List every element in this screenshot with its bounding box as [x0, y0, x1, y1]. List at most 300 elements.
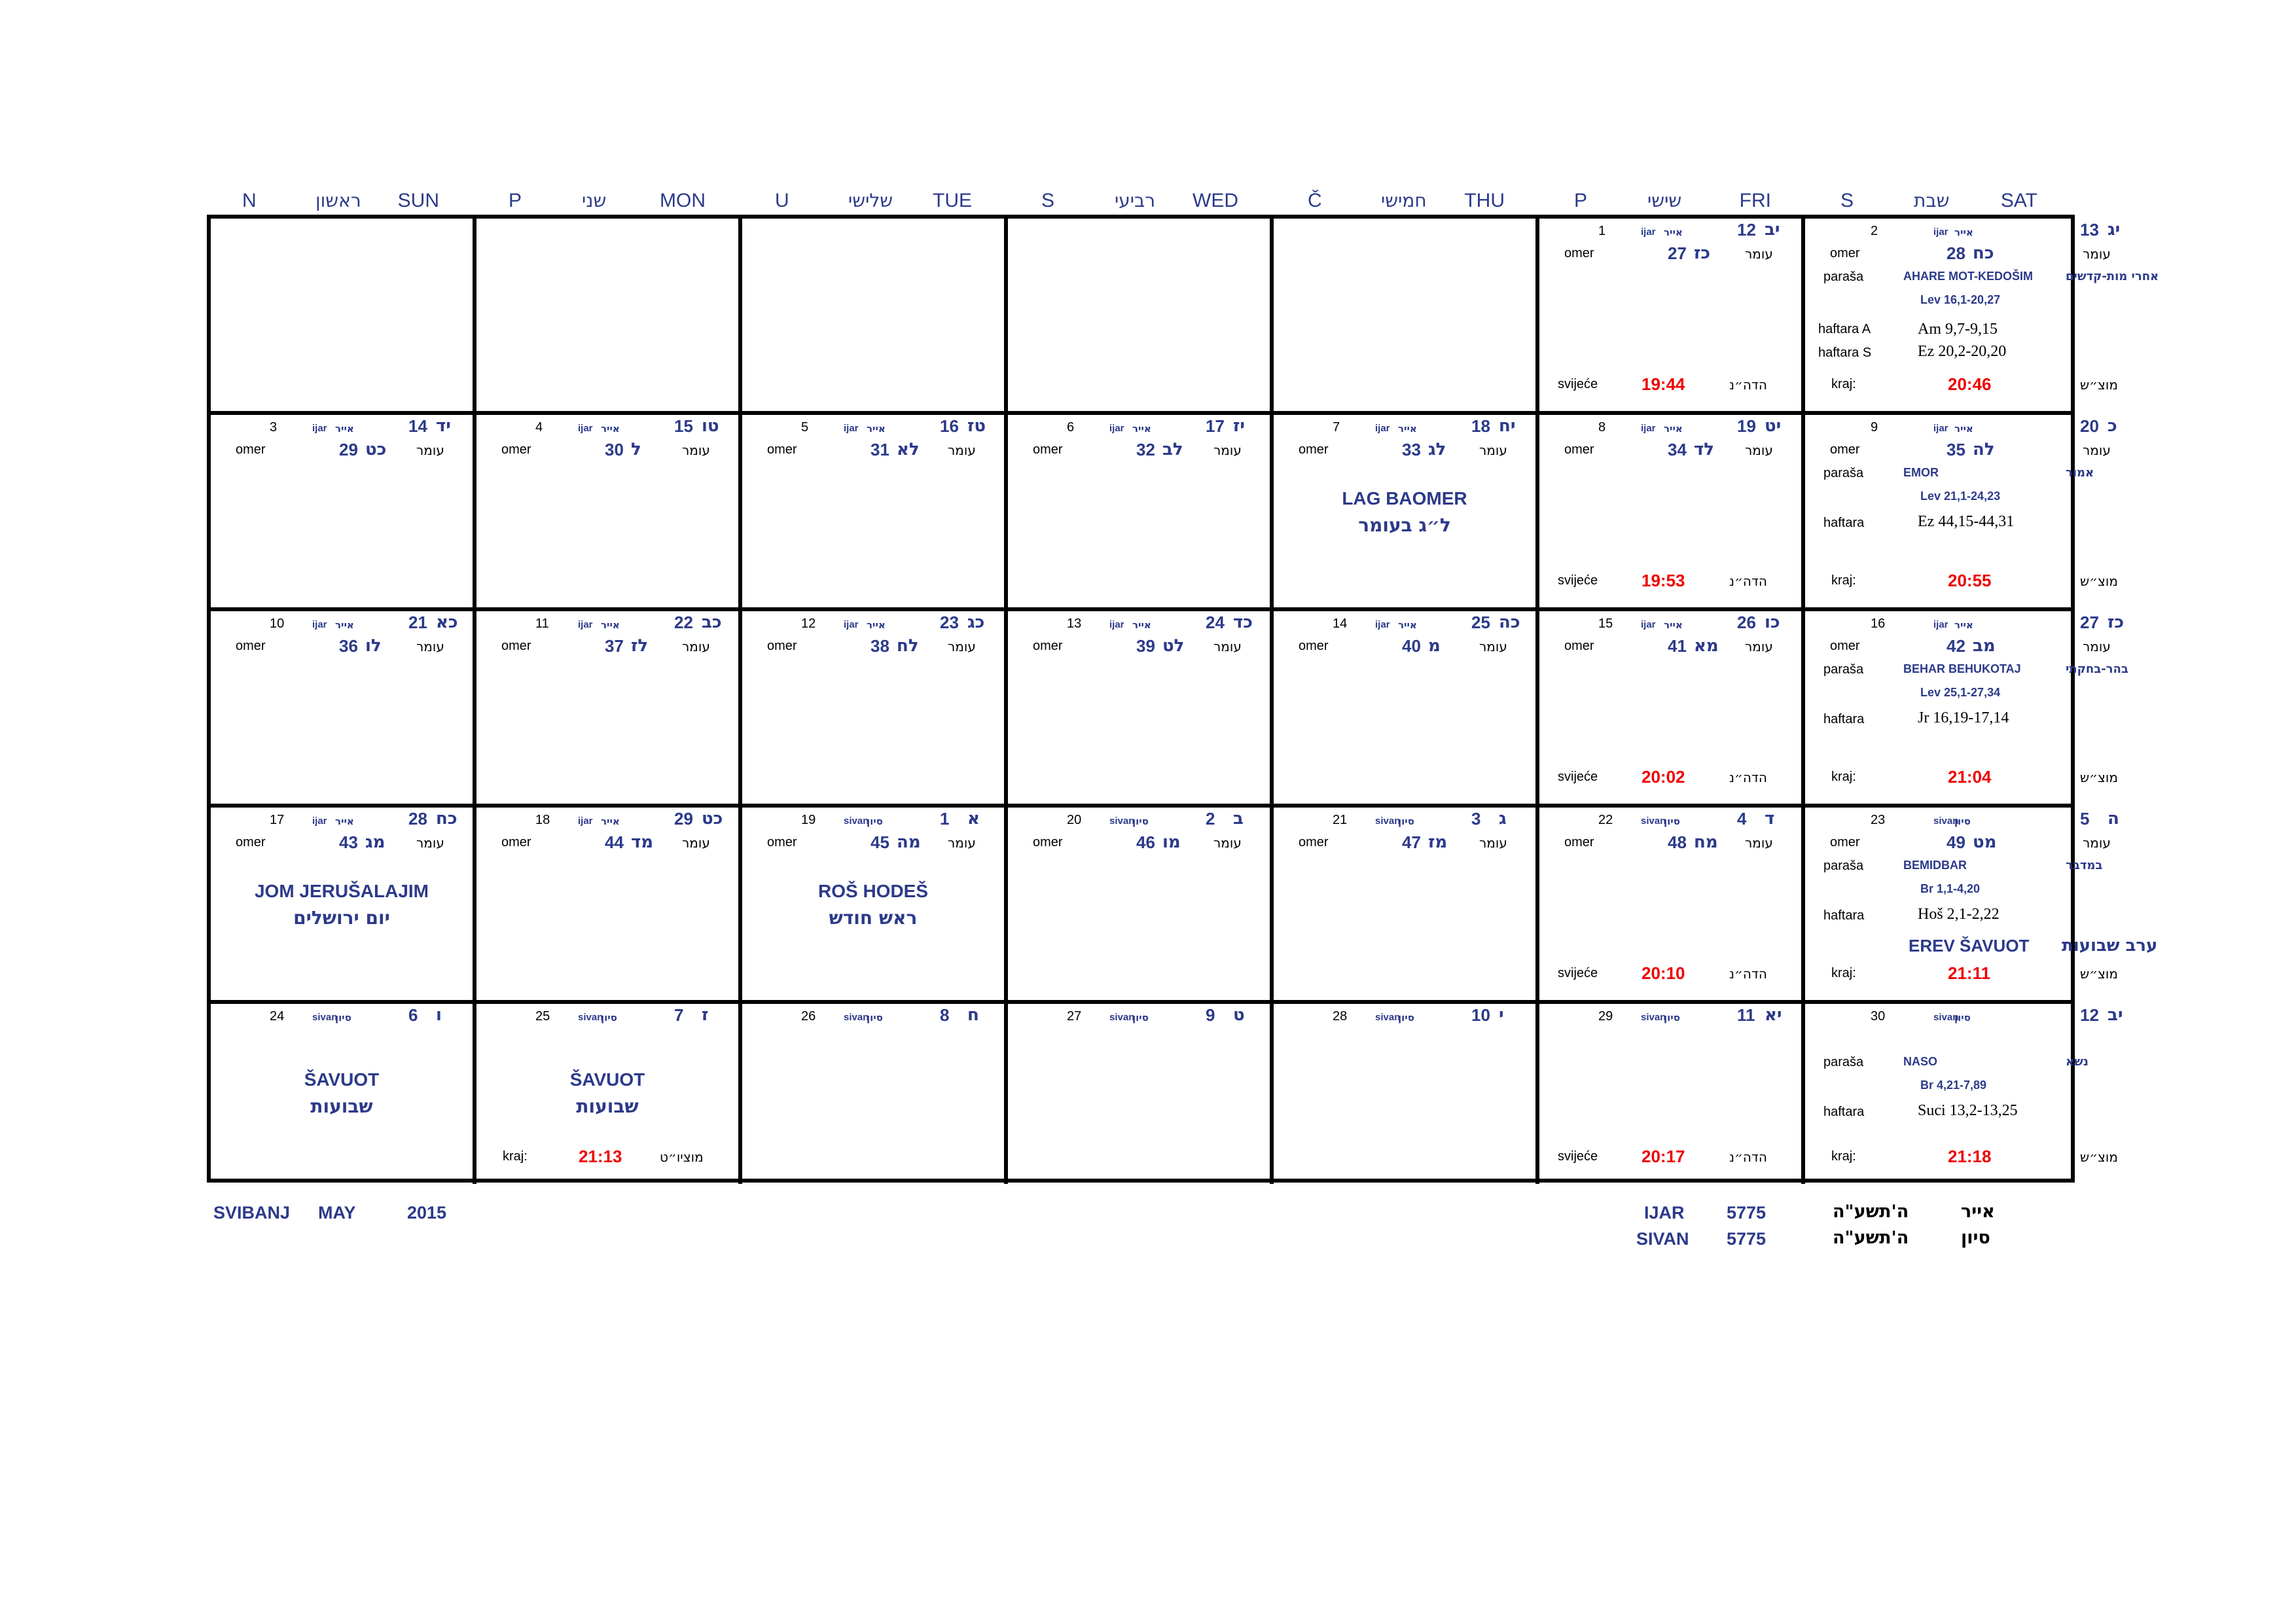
hebrew-day-letters: כא [436, 613, 458, 632]
hebrew-day-letters: יד [436, 416, 451, 436]
hebrew-day-letters: יב [2108, 1005, 2123, 1025]
haftara-reading: Hoš 2,1-2,22 [1918, 906, 2000, 923]
day-cell [211, 611, 476, 808]
day-cell [1805, 808, 2158, 1004]
omer-label: omer [1564, 442, 1594, 457]
hebrew-day-number: 17 [1206, 416, 1225, 436]
day-cell [211, 1004, 476, 1184]
hebrew-day-number: 21 [408, 613, 427, 632]
event-name-hebrew: יום ירושלים [293, 907, 390, 929]
hebrew-month-name: סיון [1398, 815, 1414, 827]
hebrew-day-number: 2 [1206, 809, 1215, 829]
footer-hebrew-month-1: IJAR [1644, 1203, 1685, 1222]
candle-lighting-label: svijeće [1558, 770, 1598, 784]
hebrew-month-latin: ijar [844, 619, 859, 630]
omer-label: omer [1299, 835, 1329, 849]
hebrew-month-latin: ijar [1641, 226, 1656, 238]
candle-lighting-time: 20:10 [1641, 963, 1685, 983]
hebrew-day-letters: ג [1499, 809, 1507, 829]
weekday-letter: U [775, 190, 789, 211]
weekday-letter: Č [1308, 190, 1322, 211]
hebrew-day-number: 13 [2080, 220, 2099, 240]
omer-count-hebrew: לח [897, 636, 919, 656]
hebrew-day-number: 18 [1471, 416, 1490, 436]
shabbat-end-label: kraj: [1831, 966, 1856, 980]
day-cell [742, 1004, 1008, 1184]
hebrew-day-letters: ב [1233, 809, 1244, 829]
shabbat-end-hebrew: מוצ״ש [2080, 770, 2118, 785]
weekday-hebrew: חמישי [1381, 190, 1427, 211]
empty-day-cell [211, 219, 476, 415]
weekday-hebrew: שלישי [848, 190, 893, 211]
omer-count: 38 [870, 636, 889, 656]
omer-count: 28 [1946, 243, 1965, 263]
day-cell [1008, 611, 1274, 808]
omer-label: omer [236, 835, 266, 849]
hebrew-month-latin: ijar [1109, 423, 1124, 434]
hebrew-day-letters: יז [1233, 416, 1246, 436]
civil-day-number: 17 [270, 813, 285, 827]
weekday-header [1272, 190, 1520, 212]
hebrew-day-letters: יא [1765, 1005, 1782, 1025]
footer-month-hr: SVIBANJ [213, 1203, 291, 1222]
omer-count: 37 [605, 636, 624, 656]
hebrew-month-name: אייר [1664, 226, 1683, 238]
omer-count: 47 [1402, 832, 1421, 852]
day-cell [1539, 1004, 1805, 1184]
event-name: EREV ŠAVUOT [1909, 936, 2030, 955]
parasha-name-hebrew: אחרי מות-קדשים [2066, 270, 2159, 283]
parasha-label: paraša [1823, 466, 1864, 480]
event-name-hebrew: ל״ג בעומר [1358, 514, 1451, 536]
candle-lighting-hebrew: הדה״נ [1729, 770, 1767, 785]
yomtov-end-time: 21:13 [579, 1147, 622, 1166]
day-cell [1539, 611, 1805, 808]
hebrew-day-number: 24 [1206, 613, 1225, 632]
event-name: JOM JERUŠALAJIM [254, 881, 429, 901]
omer-label: omer [236, 639, 266, 653]
hebrew-day-letters: א [967, 809, 980, 829]
civil-day-number: 11 [535, 616, 549, 631]
haftara-label: haftara [1823, 1105, 1865, 1119]
civil-day-number: 27 [1067, 1009, 1082, 1024]
weekday-english: WED [1193, 190, 1238, 211]
hebrew-month-name: אייר [1398, 423, 1417, 435]
weekday-header [207, 190, 455, 212]
omer-label: omer [767, 442, 797, 457]
omer-label: omer [501, 442, 531, 457]
hebrew-day-letters: כב [702, 613, 722, 632]
weekday-english: THU [1464, 190, 1505, 211]
omer-count: 30 [605, 440, 624, 459]
omer-count-hebrew: מט [1973, 832, 1997, 852]
parasha-name: EMOR [1903, 466, 1939, 479]
omer-label-hebrew: עומר [1213, 835, 1242, 851]
event-name-hebrew: ערב שבועות [2062, 936, 2158, 955]
weekday-header [1539, 190, 1787, 212]
civil-day-number: 26 [801, 1009, 816, 1024]
omer-count: 32 [1136, 440, 1155, 459]
hebrew-month-latin: ijar [1933, 226, 1948, 238]
omer-label-hebrew: עומר [1479, 835, 1507, 851]
candle-lighting-hebrew: הדה״נ [1729, 573, 1767, 589]
hebrew-day-number: 12 [2080, 1005, 2099, 1025]
shabbat-end-time: 21:04 [1948, 767, 1992, 787]
civil-day-number: 6 [1067, 420, 1075, 435]
yomtov-end-hebrew: מוציו״ט [660, 1149, 704, 1165]
hebrew-day-number: 26 [1737, 613, 1756, 632]
parasha-name: BEHAR BEHUKOTAJ [1903, 662, 2021, 675]
omer-label-hebrew: עומר [682, 639, 710, 654]
hebrew-day-letters: ח [967, 1005, 979, 1025]
hebrew-day-letters: יח [1499, 416, 1516, 436]
haftara-reading: Suci 13,2-13,25 [1918, 1102, 2018, 1119]
hebrew-month-latin: sivan [312, 1012, 338, 1023]
hebrew-day-number: 23 [940, 613, 959, 632]
day-cell [1274, 611, 1539, 808]
weekday-hebrew: ראשון [315, 190, 361, 211]
hebrew-month-latin: ijar [1641, 423, 1656, 434]
omer-label-hebrew: עומר [948, 639, 976, 654]
candle-lighting-time: 20:17 [1641, 1147, 1685, 1166]
omer-count-hebrew: לא [897, 440, 920, 459]
omer-count: 43 [339, 832, 358, 852]
footer-hebrew-month-2: SIVAN [1636, 1229, 1689, 1249]
hebrew-day-letters: ו [436, 1005, 442, 1025]
hebrew-day-number: 19 [1737, 416, 1756, 436]
hebrew-month-latin: sivan [1375, 1012, 1401, 1023]
empty-day-cell [1008, 219, 1274, 415]
omer-count-hebrew: מה [897, 832, 921, 852]
weekday-english: MON [660, 190, 706, 211]
civil-day-number: 1 [1598, 224, 1606, 238]
candle-lighting-time: 20:02 [1641, 767, 1685, 787]
hebrew-month-latin: ijar [1375, 619, 1390, 630]
hebrew-month-latin: ijar [1933, 619, 1948, 630]
shabbat-end-hebrew: מוצ״ש [2080, 966, 2118, 982]
omer-label-hebrew: עומר [1479, 639, 1507, 654]
hebrew-day-letters: יב [1765, 220, 1780, 240]
candle-lighting-label: svijeće [1558, 573, 1598, 588]
parasha-name: BEMIDBAR [1903, 859, 1967, 872]
hebrew-month-latin: sivan [1109, 815, 1135, 827]
hebrew-month-name: סיון [1132, 1012, 1149, 1024]
footer-hebrew-year-he-1: ה'תשע"ה [1833, 1202, 1909, 1222]
day-cell [742, 808, 1008, 1004]
civil-day-number: 4 [535, 420, 543, 435]
day-cell [1805, 415, 2118, 611]
weekday-hebrew: שני [582, 190, 607, 211]
calendar-grid [207, 215, 2159, 1183]
civil-day-number: 25 [535, 1009, 550, 1024]
shabbat-end-hebrew: מוצ״ש [2080, 1149, 2118, 1165]
day-cell [211, 415, 476, 611]
hebrew-day-number: 7 [674, 1005, 684, 1025]
shabbat-end-label: kraj: [1831, 573, 1856, 588]
hebrew-day-number: 11 [1737, 1005, 1755, 1025]
civil-day-number: 12 [801, 616, 816, 631]
hebrew-month-name: אייר [867, 619, 886, 631]
omer-label-hebrew: עומר [416, 639, 444, 654]
omer-label: omer [1830, 639, 1860, 653]
footer-year: 2015 [407, 1203, 447, 1222]
hebrew-month-name: אייר [1954, 619, 1973, 631]
hebrew-month-name: סיון [335, 1012, 351, 1024]
candle-lighting-label: svijeće [1558, 1149, 1598, 1164]
omer-count-hebrew: לה [1973, 440, 1995, 459]
hebrew-month-name: סיון [1954, 815, 1971, 827]
civil-day-number: 21 [1333, 813, 1348, 827]
omer-count: 34 [1668, 440, 1687, 459]
haftara-label: haftara [1823, 908, 1865, 923]
day-cell [476, 611, 742, 808]
omer-count-hebrew: מד [631, 832, 654, 852]
omer-label: omer [1830, 246, 1860, 260]
hebrew-month-latin: ijar [1375, 423, 1390, 434]
hebrew-month-name: סיון [1664, 815, 1680, 827]
hebrew-day-number: 1 [940, 809, 950, 829]
torah-reading: Br 4,21-7,89 [1920, 1079, 1987, 1092]
omer-label: omer [1299, 442, 1329, 457]
hebrew-month-latin: sivan [1375, 815, 1401, 827]
hebrew-month-name: אייר [335, 815, 354, 827]
hebrew-day-number: 15 [674, 416, 693, 436]
omer-label: omer [1033, 639, 1063, 653]
omer-count-hebrew: מב [1973, 636, 1996, 656]
omer-label: omer [1033, 442, 1063, 457]
hebrew-month-name: סיון [867, 815, 883, 827]
footer-hebrew-month-he-2: סיון [1961, 1228, 1990, 1248]
hebrew-month-latin: sivan [1641, 1012, 1666, 1023]
civil-day-number: 9 [1871, 420, 1878, 435]
omer-label: omer [1564, 835, 1594, 849]
omer-label-hebrew: עומר [1745, 442, 1773, 458]
parasha-label: paraša [1823, 859, 1864, 873]
empty-day-cell [742, 219, 1008, 415]
weekday-hebrew: שישי [1647, 190, 1682, 211]
hebrew-day-letters: כט [702, 809, 723, 829]
omer-label-hebrew: עומר [1479, 442, 1507, 458]
empty-day-cell [1274, 219, 1539, 415]
parasha-label: paraša [1823, 270, 1864, 284]
event-name-hebrew: שבועות [576, 1096, 639, 1117]
hebrew-day-number: 28 [408, 809, 427, 829]
weekday-header [1006, 190, 1254, 212]
event-name: ŠAVUOT [569, 1069, 645, 1090]
weekday-header [473, 190, 721, 212]
hebrew-month-name: אייר [601, 619, 620, 631]
hebrew-day-number: 22 [674, 613, 693, 632]
hebrew-day-letters: כה [1499, 613, 1520, 632]
omer-label: omer [1299, 639, 1329, 653]
weekday-header [1805, 190, 2053, 212]
hebrew-day-number: 16 [940, 416, 959, 436]
hebrew-day-letters: כד [1233, 613, 1253, 632]
civil-day-number: 7 [1333, 420, 1340, 435]
omer-label-hebrew: עומר [1745, 639, 1773, 654]
hebrew-day-letters: ז [702, 1005, 709, 1025]
hebrew-day-number: 5 [2080, 809, 2090, 829]
day-cell [742, 611, 1008, 808]
weekday-letter: S [1041, 190, 1055, 211]
omer-label: omer [236, 442, 266, 457]
hebrew-month-name: אייר [1398, 619, 1417, 631]
omer-count-hebrew: כט [365, 440, 387, 459]
hebrew-month-name: אייר [335, 619, 354, 631]
footer-hebrew-year-1: 5775 [1727, 1203, 1767, 1222]
hebrew-month-latin: sivan [844, 1012, 869, 1023]
hebrew-day-number: 8 [940, 1005, 950, 1025]
hebrew-month-latin: sivan [844, 815, 869, 827]
hebrew-day-letters: כז [2108, 613, 2125, 632]
hebrew-month-name: אייר [601, 815, 620, 827]
hebrew-month-latin: ijar [578, 619, 593, 630]
day-cell [211, 808, 476, 1004]
event-name: ŠAVUOT [304, 1069, 380, 1090]
parasha-name: AHARE MOT-KEDOŠIM [1903, 270, 2033, 283]
omer-count: 42 [1946, 636, 1965, 656]
omer-label-hebrew: עומר [2083, 442, 2111, 458]
omer-label-hebrew: עומר [948, 442, 976, 458]
omer-label: omer [767, 835, 797, 849]
day-cell [1539, 219, 1805, 415]
omer-count-hebrew: לט [1162, 636, 1185, 656]
shabbat-end-time: 20:55 [1948, 571, 1992, 590]
event-name-hebrew: ראש חודש [829, 907, 918, 929]
omer-count: 31 [870, 440, 889, 459]
civil-day-number: 2 [1871, 224, 1878, 238]
hebrew-day-number: 4 [1737, 809, 1747, 829]
shabbat-end-label: kraj: [1831, 1149, 1856, 1164]
candle-lighting-time: 19:44 [1641, 374, 1685, 394]
hebrew-day-letters: כח [436, 809, 457, 829]
parasha-name-hebrew: בהר-בחקתי [2066, 662, 2128, 676]
day-cell [1805, 611, 2128, 808]
omer-label-hebrew: עומר [682, 442, 710, 458]
footer-month-en: MAY [318, 1203, 356, 1222]
hebrew-day-number: 9 [1206, 1005, 1215, 1025]
day-cell [1274, 808, 1539, 1004]
day-cell [1274, 415, 1539, 611]
omer-count: 48 [1668, 832, 1687, 852]
hebrew-month-latin: sivan [1641, 815, 1666, 827]
hebrew-month-name: אייר [335, 423, 354, 435]
civil-day-number: 3 [270, 420, 278, 435]
hebrew-day-number: 14 [408, 416, 427, 436]
hebrew-day-letters: טו [702, 416, 719, 436]
civil-day-number: 30 [1871, 1009, 1886, 1024]
footer-hebrew-year-2: 5775 [1727, 1229, 1767, 1249]
omer-count: 35 [1946, 440, 1965, 459]
haftara-reading: Ez 44,15-44,31 [1918, 513, 2015, 530]
candle-lighting-label: svijeće [1558, 377, 1598, 391]
weekday-header-row [207, 190, 2075, 212]
hebrew-day-number: 25 [1471, 613, 1490, 632]
hebrew-month-name: סיון [1664, 1012, 1680, 1024]
hebrew-month-latin: ijar [1641, 619, 1656, 630]
hebrew-month-latin: ijar [1933, 423, 1948, 434]
omer-count-hebrew: מג [365, 832, 386, 852]
candle-lighting-time: 19:53 [1641, 571, 1685, 590]
hebrew-day-letters: ד [1765, 809, 1775, 829]
omer-label-hebrew: עומר [948, 835, 976, 851]
candle-lighting-hebrew: הדה״נ [1729, 966, 1767, 982]
day-cell [1008, 808, 1274, 1004]
civil-day-number: 15 [1598, 616, 1613, 631]
hebrew-month-name: אייר [1954, 423, 1973, 435]
hebrew-month-name: אייר [867, 423, 886, 435]
hebrew-month-name: אייר [1664, 423, 1683, 435]
hebrew-day-number: 29 [674, 809, 693, 829]
omer-count: 49 [1946, 832, 1965, 852]
weekday-english: SUN [397, 190, 439, 211]
hebrew-month-name: אייר [601, 423, 620, 435]
omer-label-hebrew: עומר [2083, 639, 2111, 654]
hebrew-day-letters: יט [1765, 416, 1782, 436]
empty-day-cell [476, 219, 742, 415]
civil-day-number: 8 [1598, 420, 1606, 435]
omer-count: 36 [339, 636, 358, 656]
hebrew-month-latin: ijar [844, 423, 859, 434]
hebrew-month-name: סיון [1398, 1012, 1414, 1024]
weekday-letter: P [509, 190, 522, 211]
omer-count-hebrew: מ [1428, 636, 1441, 656]
haftara-label: haftara [1823, 712, 1865, 726]
civil-day-number: 14 [1333, 616, 1348, 631]
hebrew-day-letters: יג [2108, 220, 2121, 240]
hebrew-day-letters: י [1499, 1005, 1504, 1025]
hebrew-month-latin: ijar [312, 619, 327, 630]
haftara-reading: Jr 16,19-17,14 [1918, 709, 2009, 726]
parasha-name-hebrew: במדבר [2066, 859, 2103, 872]
torah-reading: Lev 16,1-20,27 [1920, 293, 2001, 306]
weekday-english: FRI [1739, 190, 1771, 211]
omer-count-hebrew: לג [1428, 440, 1446, 459]
hebrew-month-latin: sivan [578, 1012, 603, 1023]
omer-count-hebrew: ל [631, 440, 641, 459]
omer-label: omer [1033, 835, 1063, 849]
omer-count-hebrew: מא [1694, 636, 1719, 656]
day-cell [476, 415, 742, 611]
torah-reading: Br 1,1-4,20 [1920, 882, 1981, 895]
omer-label: omer [501, 835, 531, 849]
hebrew-month-name: סיון [1132, 815, 1149, 827]
civil-day-number: 18 [535, 813, 550, 827]
hebrew-month-latin: ijar [312, 423, 327, 434]
omer-count-hebrew: לז [631, 636, 649, 656]
parasha-name: NASO [1903, 1055, 1938, 1068]
omer-label: omer [501, 639, 531, 653]
omer-label-hebrew: עומר [416, 835, 444, 851]
day-cell [1805, 219, 2159, 415]
hebrew-day-letters: כו [1765, 613, 1780, 632]
civil-day-number: 13 [1067, 616, 1082, 631]
hebrew-day-number: 20 [2080, 416, 2099, 436]
shabbat-end-time: 21:18 [1948, 1147, 1992, 1166]
omer-count-hebrew: לב [1162, 440, 1183, 459]
omer-label-hebrew: עומר [1745, 835, 1773, 851]
parasha-name-hebrew: נשא [2066, 1055, 2089, 1069]
weekday-letter: P [1574, 190, 1588, 211]
candle-lighting-label: svijeće [1558, 966, 1598, 980]
civil-day-number: 24 [270, 1009, 285, 1024]
hebrew-day-number: 12 [1737, 220, 1756, 240]
shabbat-end-time: 21:11 [1948, 963, 1991, 983]
omer-count-hebrew: כז [1694, 243, 1711, 263]
omer-label-hebrew: עומר [2083, 835, 2111, 851]
omer-label: omer [767, 639, 797, 653]
day-cell [1008, 1004, 1274, 1184]
